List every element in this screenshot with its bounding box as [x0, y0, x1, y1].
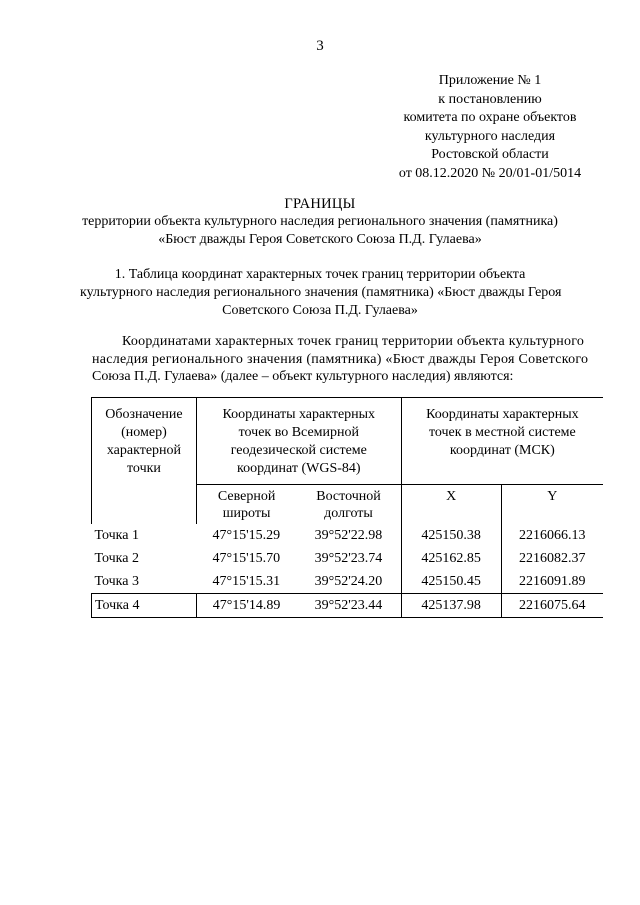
point-east: 39°52'23.74: [296, 547, 401, 570]
point-x: 425150.38: [401, 524, 501, 547]
header-east: Восточной долготы: [296, 485, 401, 525]
section-title-line: Советского Союза П.Д. Гулаева»: [222, 303, 418, 318]
document-heading: ГРАНИЦЫ: [284, 196, 356, 212]
point-y: 2216082.37: [519, 550, 586, 566]
coordinates-table: [91, 397, 603, 618]
header-msk: Координаты характерных точек в местной системе координат (МСК): [401, 398, 603, 485]
appendix-line: к постановлению: [438, 91, 542, 107]
point-east: 39°52'23.44: [296, 594, 401, 618]
subtitle-line: территории объекта культурного наследия регионального значения (памятника): [82, 214, 558, 229]
appendix-line: Ростовской области: [431, 147, 549, 162]
table-row: [92, 524, 604, 547]
point-north: 47°15'15.70: [212, 550, 281, 566]
table-header-row: [92, 398, 604, 485]
point-y: 2216066.13: [519, 527, 586, 543]
intro-paragraph: [92, 333, 612, 386]
point-north: 47°15'15.31: [196, 570, 296, 594]
header-y: Y: [547, 489, 558, 504]
appendix-block: [380, 72, 600, 183]
header-north: Северной широты: [217, 489, 276, 521]
intro-line: Союза П.Д. Гулаева» (далее – объект культурного наследия) являются:: [92, 369, 514, 384]
point-x: 425162.85: [401, 547, 501, 570]
point-y: 2216091.89: [501, 570, 603, 594]
header-designation: Обозначение (номер) характерной точки: [92, 398, 197, 525]
point-name: Точка 1: [94, 527, 139, 543]
table-row: [92, 570, 604, 594]
point-x: 425137.98: [401, 594, 501, 618]
point-north: 47°15'14.89: [196, 594, 296, 618]
document-subtitle: [60, 213, 580, 249]
subtitle-line: «Бюст дважды Героя Советского Союза П.Д. Гулаева»: [158, 232, 482, 247]
appendix-line: от 08.12.2020 № 20/01-01/5014: [398, 165, 582, 181]
header-x: X: [401, 485, 501, 525]
header-wgs: Координаты характерных точек во Всемирной геодезической системе координат (WGS-84): [196, 398, 401, 485]
section-title-line: 1. Таблица координат характерных точек границ территории объекта: [114, 267, 526, 282]
point-y: 2216075.64: [501, 594, 603, 618]
point-north: 47°15'15.29: [212, 527, 281, 543]
section-title: [80, 266, 560, 320]
point-name: Точка 3: [92, 570, 197, 594]
section-title-line: культурного наследия регионального значения (памятника) «Бюст дважды Героя: [80, 285, 562, 300]
point-name: Точка 2: [94, 550, 139, 566]
point-name: Точка 4: [92, 594, 197, 618]
appendix-line: культурного наследия: [424, 128, 556, 144]
table-row: [92, 594, 604, 618]
table-row: [92, 547, 604, 570]
page-number: 3: [316, 38, 324, 54]
appendix-line: комитета по охране объектов: [403, 110, 577, 125]
point-east: 39°52'22.98: [296, 524, 401, 547]
point-x: 425150.45: [401, 570, 501, 594]
appendix-line: Приложение № 1: [438, 73, 542, 88]
intro-line: Координатами характерных точек границ территории объекта культурного: [122, 334, 585, 349]
intro-line: наследия регионального значения (памятника) «Бюст дважды Героя Советского: [92, 351, 589, 367]
point-east: 39°52'24.20: [296, 570, 401, 594]
